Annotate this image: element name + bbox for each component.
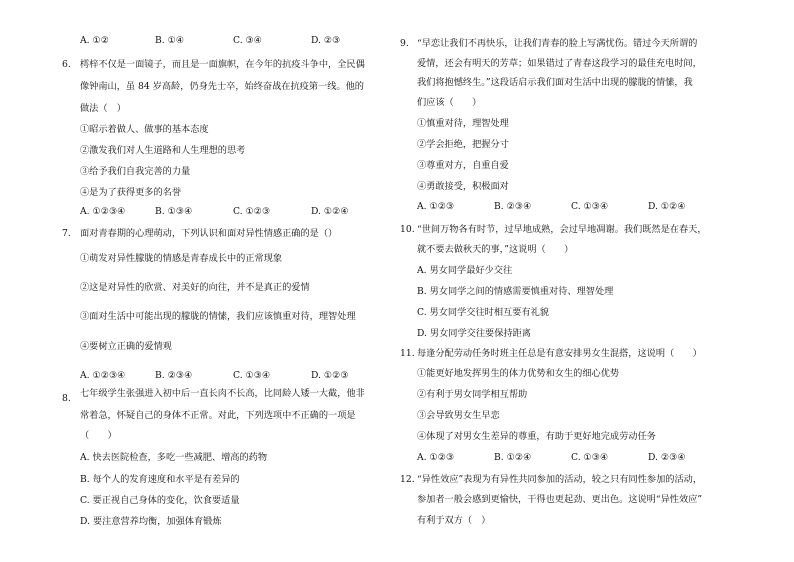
q6-options (62, 206, 392, 218)
q5-options (62, 35, 392, 47)
q6-stem-line-3: 做法（ ） (80, 103, 126, 114)
q8-option-c: C. 要正视自己身体的变化，饮食要适量 (80, 495, 240, 506)
q12-stem-line-3: 有利于双方（ ） (417, 515, 491, 526)
q8-option-a: A. 快去医院检查，多吃一些减肥、增高的药物 (80, 452, 268, 463)
q9-option-b: B. ②③④ (494, 201, 532, 212)
q6-option-c: C. ①②③ (233, 206, 271, 217)
q6-item-4: ④是为了获得更多的名誉 (80, 187, 182, 198)
q10-option-b: B. 男女同学之间的情感需要慎重对待、理智处理 (417, 286, 614, 297)
q7-item-3: ③面对生活中可能出现的朦胧的情愫，我们应该慎重对待，理智处理 (80, 311, 356, 322)
q8-number: 8. (62, 393, 71, 404)
q6-option-b: B. ①③④ (155, 206, 193, 217)
q9-option-c: C. ①③④ (571, 201, 609, 212)
q10-option-d: D. 男女同学交往要保持距离 (417, 328, 531, 339)
q11-option-a: A. ①②③ (417, 452, 455, 463)
q7-option-b: B. ②③④ (155, 370, 193, 381)
q5-option-d: D. ②③ (311, 35, 341, 46)
q9-stem-line-2: 爱情，还会有明天的芳草；如果错过了青春这段学习的最佳充电时间， (417, 58, 702, 69)
q7-number: 7. (62, 228, 71, 239)
q6-option-a: A. ①②③④ (80, 206, 126, 217)
q7-item-1: ①萌发对异性朦胧的情感是青春成长中的正常现象 (80, 253, 283, 264)
q9-stem-line-4: 们应该（ ） (417, 97, 482, 108)
q11-option-c: C. ①③④ (571, 452, 609, 463)
q9-stem-line-1: “早恋让我们不再快乐，让我们青春的脸上写满忧伤。错过今天所谓的 (417, 38, 698, 49)
q8-stem-line-3: （ ） (80, 430, 117, 441)
q11-option-b: B. ①②④ (494, 452, 532, 463)
q11-item-3: ③会导致男女生早恋 (417, 410, 500, 421)
q10-stem-line-1: “世间万物各有时节，过早地成熟，会过早地凋谢。我们既然是在春天， (417, 224, 707, 235)
q10-number: 10. (400, 224, 415, 235)
left-column (62, 0, 392, 562)
q10-option-c: C. 男女同学交往时相互要有礼貌 (417, 307, 549, 318)
q6-item-3: ③给予我们自我完善的力量 (80, 166, 191, 177)
q12-stem-line-1: “异性效应”表现为有异性共同参加的活动，较之只有同性参加的活动， (417, 474, 703, 485)
q5-option-b: B. ①④ (155, 35, 185, 46)
q9-item-1: ①慎重对待，理智处理 (417, 118, 509, 129)
q10-option-a: A. 男女同学最好少交往 (417, 265, 513, 276)
q8-option-d: D. 要注意营养均衡，加强体育锻炼 (80, 516, 222, 527)
q9-number: 9. (400, 38, 409, 49)
q7-stem-line-1: 面对青春期的心理萌动，下列认识和面对异性情感正确的是（） (80, 228, 338, 239)
q8-stem-line-2: 常着急，怀疑自己的身体不正常。对此，下列选项中不正确的一项是 (80, 410, 356, 421)
q9-option-d: D. ①②④ (648, 201, 686, 212)
right-column (400, 0, 730, 562)
q11-options (400, 452, 730, 464)
q11-item-1: ①能更好地发挥男生的体力优势和女生的细心优势 (417, 368, 620, 379)
q7-item-2: ②这是对异性的欣赏、对美好的向往，并不是真正的爱情 (80, 282, 310, 293)
q9-stem-line-3: 我们将抱憾终生。”这段话启示我们面对生活中出现的朦胧的情愫，我 (417, 77, 693, 88)
q7-option-c: C. ①③④ (233, 370, 271, 381)
q6-stem-line-1: 樗梓不仅是一面镜子，而且是一面旗帜，在今年的抗疫斗争中，全民偶 (80, 59, 365, 70)
q12-number: 12. (400, 474, 415, 485)
q8-option-b: B. 每个人的发育速度和水平是有差异的 (80, 474, 240, 485)
q9-item-2: ②学会拒绝，把握分寸 (417, 139, 509, 150)
q11-item-2: ②有利于男女同学相互帮助 (417, 389, 528, 400)
q5-option-c: C. ③④ (233, 35, 263, 46)
q11-item-4: ④体现了对男女生差异的尊重，有助于更好地完成劳动任务 (417, 431, 656, 442)
q9-item-4: ④勇敢接受，积极面对 (417, 181, 509, 192)
q7-option-a: A. ①②③④ (80, 370, 126, 381)
q7-options (62, 370, 392, 382)
q9-option-a: A. ①②③ (417, 201, 455, 212)
q6-number: 6. (62, 59, 71, 70)
q6-item-1: ①昭示着做人、做事的基本态度 (80, 124, 209, 135)
q5-option-a: A. ①② (80, 35, 109, 46)
q9-item-3: ③尊重对方，自重自爱 (417, 160, 509, 171)
q11-stem-line-1: 每逢分配劳动任务时班主任总是有意安排男女生混搭，这说明（ ） (417, 348, 702, 359)
q6-stem-line-2: 像钟南山，虽 84 岁高龄，仍身先士卒，始终奋战在抗疫第一线。他的 (80, 81, 364, 92)
q9-options (400, 201, 730, 213)
q7-item-4: ④要树立正确的爱情观 (80, 341, 172, 352)
q8-stem-line-1: 七年级学生张强进入初中后一直长肉不长高，比同龄人矮一大截，他非 (80, 388, 365, 399)
q6-option-d: D. ①②④ (311, 206, 349, 217)
q7-option-d: D. ①②③ (311, 370, 349, 381)
q12-stem-line-2: 参加者一般会感到更愉快，干得也更起劲、更出色。这说明“异性效应” (417, 494, 703, 505)
q6-item-2: ②激发我们对人生道路和人生理想的思考 (80, 145, 246, 156)
q10-stem-line-2: 就不要去做秋天的事，”这说明（ ） (417, 244, 574, 255)
q11-number: 11. (400, 348, 415, 359)
q11-option-d: D. ②③④ (648, 452, 686, 463)
